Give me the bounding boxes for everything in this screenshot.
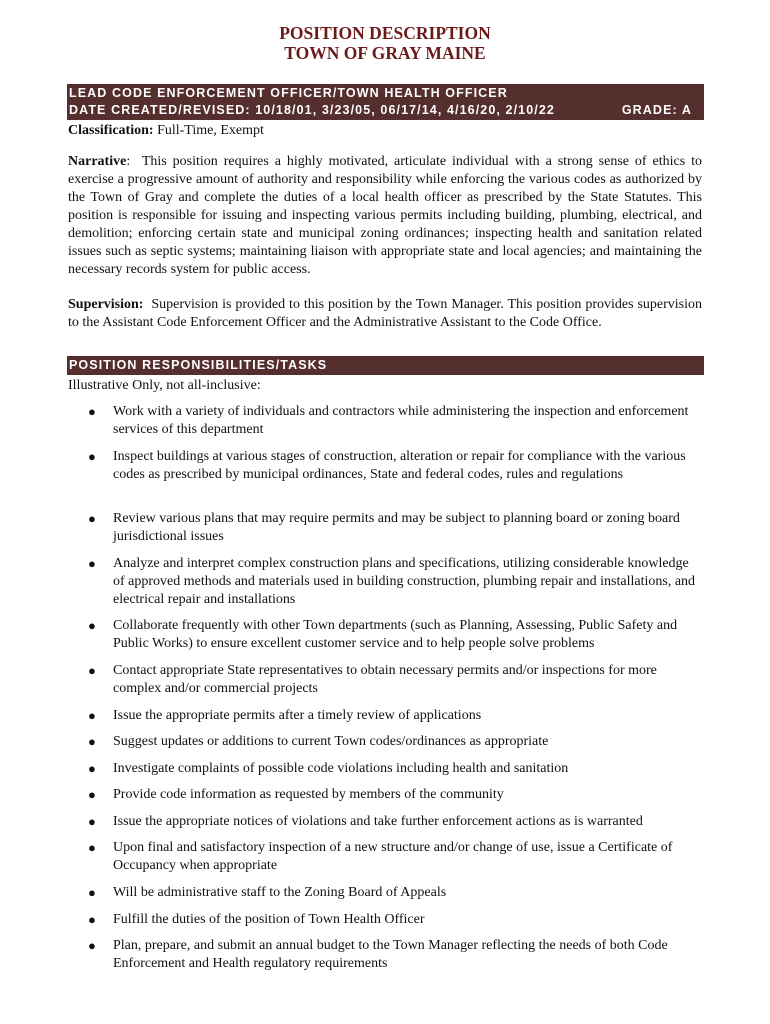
task-item (88, 813, 702, 831)
supervision-paragraph (68, 296, 702, 332)
bullet-icon: ● (88, 912, 96, 927)
bullet-icon: ● (88, 761, 96, 776)
position-header-band (67, 84, 704, 120)
task-text: Issue the appropriate notices of violations and take further enforcement actions as is warranted (113, 814, 643, 829)
task-item (88, 403, 702, 439)
task-item (88, 617, 702, 653)
task-item (88, 448, 702, 484)
task-item (88, 707, 702, 725)
position-title: LEAD CODE ENFORCEMENT OFFICER/TOWN HEALTH OFFICER (69, 86, 508, 100)
classification-value: Full-Time, Exempt (157, 123, 264, 138)
bullet-icon: ● (88, 556, 96, 571)
task-text: Provide code information as requested by members of the community (113, 787, 504, 802)
supervision-text: Supervision is provided to this position by the Town Manager. This position provides supervision to the Assistant Code Enforcement Officer and the Administrative Assistant to the Code Office. (68, 297, 703, 330)
document-title: POSITION DESCRIPTION (279, 23, 491, 43)
responsibilities-heading: POSITION RESPONSIBILITIES/TASKS (67, 356, 704, 375)
task-item (88, 555, 702, 609)
task-text: Investigate complaints of possible code violations including health and sanitation (113, 761, 569, 776)
task-text: Analyze and interpret complex construction plans and specifications, utilizing considerable knowledge of approved methods and materials used in building construction, plumbing repair and installations, and electrical repair and installations (113, 556, 696, 607)
bullet-icon: ● (88, 663, 96, 678)
bullet-icon: ● (88, 787, 96, 802)
task-item (88, 911, 702, 929)
task-item (88, 760, 702, 778)
task-item (88, 662, 702, 698)
bullet-icon: ● (88, 618, 96, 633)
task-text: Upon final and satisfactory inspection of a new structure and/or change of use, issue a Certificate of Occupancy when appropriate (113, 840, 673, 873)
task-text: Issue the appropriate permits after a timely review of applications (113, 708, 482, 723)
task-text: Will be administrative staff to the Zoning Board of Appeals (113, 885, 447, 900)
task-text: Plan, prepare, and submit an annual budget to the Town Manager reflecting the needs of both Code Enforcement and Health regulatory requirements (113, 938, 668, 971)
task-item (88, 786, 702, 804)
responsibilities-intro: Illustrative Only, not all-inclusive: (68, 378, 261, 393)
task-text: Collaborate frequently with other Town departments (such as Planning, Assessing, Public Safety and Public Works) to ensure excellent customer service and to help people solve problems (113, 618, 678, 651)
task-text: Inspect buildings at various stages of construction, alteration or repair for compliance with the various codes as prescribed by municipal ordinances, State and federal codes, rules and regulations (113, 449, 686, 482)
task-text: Work with a variety of individuals and contractors while administering the inspection and enforcement services of this department (113, 404, 689, 437)
task-item (88, 510, 702, 546)
task-item (88, 884, 702, 902)
bullet-icon: ● (88, 404, 96, 419)
bullet-icon: ● (88, 814, 96, 829)
task-text: Suggest updates or additions to current Town codes/ordinances as appropriate (113, 734, 549, 749)
narrative-label: Narrative (68, 154, 127, 169)
task-text: Fulfill the duties of the position of Town Health Officer (113, 912, 425, 927)
date-revised: DATE CREATED/REVISED: 10/18/01, 3/23/05, 06/17/14, 4/16/20, 2/10/22 (69, 103, 555, 117)
task-item (88, 937, 702, 973)
bullet-icon: ● (88, 734, 96, 749)
classification-line (68, 122, 264, 140)
classification-label: Classification: (68, 123, 154, 138)
bullet-icon: ● (88, 708, 96, 723)
bullet-icon: ● (88, 885, 96, 900)
bullet-icon: ● (88, 938, 96, 953)
grade-label: GRADE: A (621, 103, 692, 117)
document-subtitle: TOWN OF GRAY MAINE (284, 43, 486, 63)
supervision-label: Supervision: (68, 297, 144, 312)
bullet-icon: ● (88, 449, 96, 464)
task-item (88, 733, 702, 751)
task-text: Review various plans that may require permits and may be subject to planning board or zoning board jurisdictional issues (113, 511, 680, 544)
task-item (88, 839, 702, 875)
task-text: Contact appropriate State representatives to obtain necessary permits and/or inspections for more complex and/or commercial projects (113, 663, 657, 696)
bullet-icon: ● (88, 511, 96, 526)
narrative-text: This position requires a highly motivated, articulate individual with a strong sense of ethics to exercise a progressive amount of authority and responsibility while enforcing the various codes as authorized by the Town of Gray and complete the duties of a local health officer as prescribed by the State Statutes. This position is responsible for issuing and inspecting various permits including building, plumbing, electrical, and demolition; enforcing certain state and municipal zoning ordinances; inspecting health and sanitation related issues such as septic systems; maintaining liaison with appropriate state and local agencies; and maintaining the necessary records system for public access. (68, 154, 702, 277)
bullet-icon: ● (88, 840, 96, 855)
narrative-paragraph: Narrative: This position requires a highly motivated, articulate individual with a strong sense of ethics to exercise a progressive amount of authority and responsibility while enforcing the various codes as authorized by the Town of Gray and complete the duties of a local health officer as prescribed by the State Statutes. This position is responsible for issuing and inspecting various permits including building, plumbing, electrical, and demolition; enforcing certain state and municipal zoning ordinances; inspecting health and sanitation related issues such as septic systems; maintaining liaison with appropriate state and local agencies; and maintaining the necessary records system for public access. (68, 154, 702, 277)
